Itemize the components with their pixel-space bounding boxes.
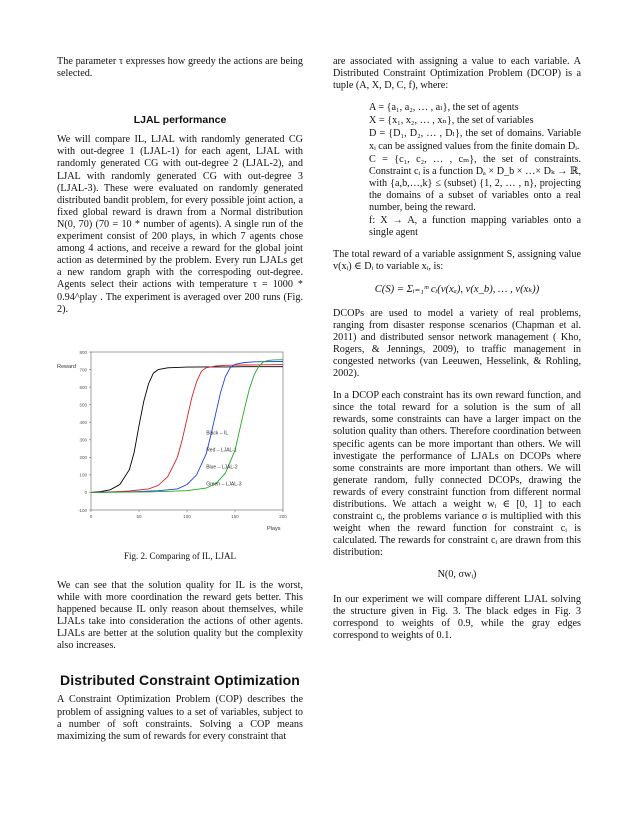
y-tick-label-7: 600 (79, 384, 87, 390)
legend-entry-0: Black – IL (206, 430, 229, 437)
formula-distribution: N(0, σwᵢ) (437, 569, 477, 581)
definition-constraints: C = {c₁, c₂, … , cₘ}, the set of constraints. Constraint cᵢ is a function Dₐ × D_b × …× Dₖ → ℝ, with {a,b,…,k} ≤ (subset) {1, 2, … , n}, projecting the domains of a subset of variables onto a real number, being the reward. (369, 153, 581, 214)
definition-mapping: f: X → A, a function mapping variables onto a single agent (369, 215, 581, 239)
series-line-3 (91, 359, 283, 492)
x-tick-label-0: 0 (89, 513, 93, 519)
figure-2 (57, 344, 303, 544)
heading-ljal-performance: LJAL performance (133, 114, 227, 127)
paragraph-ljal: We will compare IL, LJAL with randomly generated CG with out-degree 1 (LJAL-1) for each agent, LJAL with randomly generated CG with out-degree 2 (LJAL-2), and LJAL with randomly generated CG with out-degree 3 (LJAL-3). These were evaluated on randomly generated distributed bandit problem, for every possible joint action, a fixed global reward is drawn from a Normal distribution N(0, 70) (70 = 10 * number of agents). A single run of the experiment consist of 200 plays, in which 7 agents chose among 4 actions, and receive a reward for the global joint action as determined by the problem. Every run LJALs get a new random graph with the correspoding out-degree. Agents select their actions with temperature τ = 1000 * 0.94^play . The experiment is averaged over 200 runs (Fig. 2). (57, 134, 303, 315)
series-line-2 (91, 361, 283, 492)
definition-agents: A = {a₁, a₂, … , aₗ}, the set of agents (369, 102, 519, 114)
series-line-0 (91, 366, 283, 492)
definition-domains: D = {D₁, D₂, … , Dₗ}, the set of domains. Variable xᵢ can be assigned values from the finite domain Dᵢ. (369, 128, 581, 152)
paragraph-intro: The parameter τ expresses how greedy the actions are being selected. (57, 56, 303, 80)
y-tick-label-1: 0 (84, 489, 87, 495)
definition-variables: X = {x₁, x₂, … , xₙ}, the set of variables (369, 115, 534, 127)
y-tick-label-3: 200 (79, 454, 87, 460)
reward-chart (57, 344, 303, 544)
y-tick-label-0: -100 (77, 507, 87, 513)
paragraph-dcop-definition: are associated with assigning a value to each variable. A Distributed Constraint Optimization Problem (DCOP) is a tuple (A, X, D, C, f), where: (333, 56, 581, 92)
x-tick-label-2: 100 (183, 513, 191, 519)
x-tick-label-3: 150 (231, 513, 239, 519)
heading-distributed-constraint-optimization: Distributed Constraint Optimization (60, 672, 300, 689)
paragraph-dcop-uses: DCOPs are used to model a variety of real problems, ranging from disaster response scenarios (Chapman et al. 2011) and distributed sensor network management ( Kho, Rogers, & Jennings, 2009), to traffic management in congested networks (van Leeuwen, Hesselink, & Rohling, 2002). (333, 307, 581, 380)
x-tick-label-1: 50 (136, 513, 142, 519)
definition-list (369, 102, 581, 239)
paragraph-cop: A Constraint Optimization Problem (COP) describes the problem of assigning values to a set of variables, subject to a number of soft constraints. Solving a COP means maximizing the sum of rewards for every constraint that (57, 694, 303, 742)
y-tick-label-2: 100 (79, 472, 87, 478)
y-tick-label-8: 700 (79, 367, 87, 373)
legend-entry-2: Blue – LJAL-2 (206, 464, 238, 471)
series-line-1 (91, 364, 283, 492)
legend-entry-1: Red – LJAL-1 (206, 447, 237, 454)
x-axis-label: Plays (267, 525, 281, 532)
y-tick-label-9: 800 (79, 349, 87, 355)
right-column (333, 56, 581, 652)
legend-entry-3: Green – LJAL-3 (206, 481, 242, 488)
y-tick-label-4: 300 (79, 437, 87, 443)
figure-2-caption: Fig. 2. Comparing of IL, LJAL (124, 550, 236, 561)
paragraph-results: We can see that the solution quality for IL is the worst, while with more coordination the reward gets better. This happened because IL only reason about themselves, while LJALs take into consideration the actions of other agents. LJALs are better at the solution quality but the complexity also increases. (57, 579, 303, 652)
y-axis-label: Reward (57, 363, 76, 370)
y-tick-label-6: 500 (79, 402, 87, 408)
y-tick-label-5: 400 (79, 419, 87, 425)
left-column (57, 56, 303, 753)
paragraph-dcop-constraints: In a DCOP each constraint has its own reward function, and since the total reward for a solution is the sum of all rewards, some constraints can have a larger impact on the solution quality than others. Therefore coordination between specific agents can be more important than others. We will investigate the performance of LJALs on DCOPs where some constraints are more important than others. We will generate random, fully connected DCOPs, drawing the rewards of every constraint function from different normal distributions. We attach a weight wᵢ ∈ [0, 1] to each constraint cᵢ, the problems variance σ is multiplied with this weight when the reward function for constraint cᵢ is calculated. The rewards for constraint cᵢ are drawn from this distribution: (333, 390, 581, 559)
formula-total-reward: C(S) = Σᵢ₌₁ᵐ cᵢ(v(xₐ), v(x_b), … , v(xₖ)) (374, 283, 540, 295)
x-tick-label-4: 200 (279, 513, 287, 519)
paragraph-experiment: In our experiment we will compare different LJAL solving the structure given in Fig. 3. The black edges in Fig. 3 correspond to weights of 0.9, while the gray edges correspond to weights of 0.1. (333, 593, 581, 641)
paragraph-total-reward: The total reward of a variable assignment S, assigning value v(xᵢ) ∈ Dᵢ to variable xᵢ, is: (333, 249, 581, 273)
